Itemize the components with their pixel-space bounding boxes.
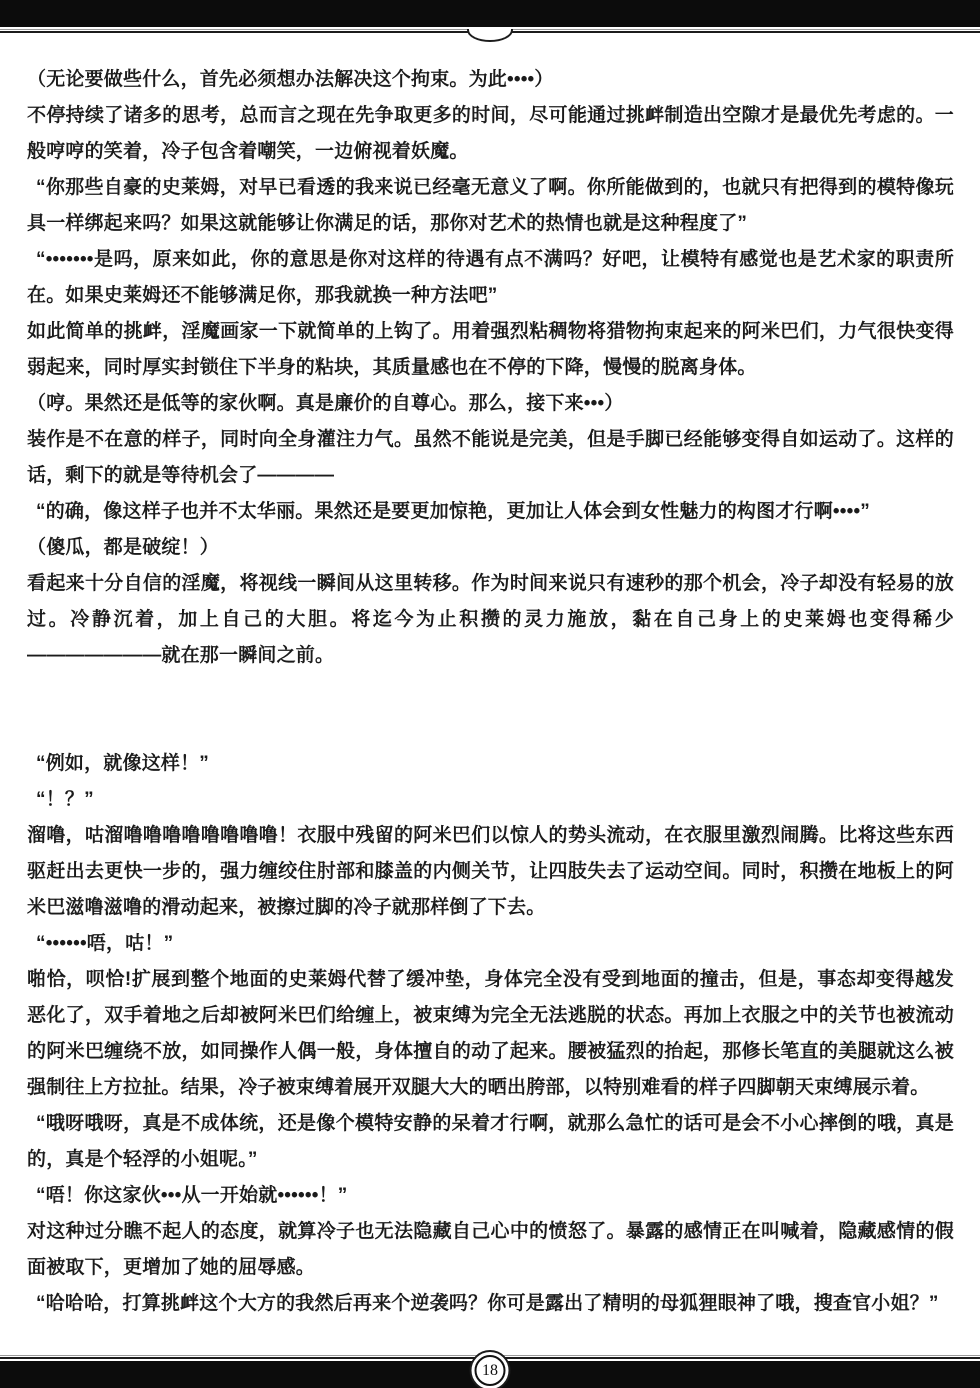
page-number-badge bbox=[475, 1355, 506, 1386]
paragraph-dialogue: “哈哈哈，打算挑衅这个大方的我然后再来个逆袭吗？你可是露出了精明的母狐狸眼神了哦，搜查官小姐？” bbox=[36, 1293, 939, 1314]
top-black-bar bbox=[0, 0, 980, 27]
paragraph-narration: 溜噜，咕溜噜噜噜噜噜噜噜噜！衣服中残留的阿米巴们以惊人的势头流动，在衣服里激烈闹腾。比将这些东西驱赶出去更快一步的，强力缠绞住肘部和膝盖的内侧关节，让四肢失去了运动空间。同时，积攒在地板上的阿米巴滋噜滋噜的滑动起来，被擦过脚的冷子就那样倒了下去。 bbox=[27, 825, 954, 918]
paragraph-dialogue: “哦呀哦呀，真是不成体统，还是像个模特安静的呆着才行啊，就那么急忙的话可是会不小心摔倒的哦，真是的，真是个轻浮的小姐呢。” bbox=[27, 1113, 954, 1170]
paragraph-thought: （无论要做些什么，首先必须想办法解决这个拘束。为此••••） bbox=[27, 69, 554, 90]
paragraph-dialogue: “••••••唔，咕！” bbox=[36, 933, 174, 954]
paragraph-narration: 对这种过分瞧不起人的态度，就算冷子也无法隐藏自己心中的愤怒了。暴露的感情正在叫喊着，隐藏感情的假面被取下，更增加了她的屈辱感。 bbox=[27, 1221, 954, 1278]
paragraph-dialogue: “•••••••是吗，原来如此，你的意思是你对这样的待遇有点不满吗？好吧，让模特有感觉也是艺术家的职责所在。如果史莱姆还不能够满足你，那我就换一种方法吧” bbox=[27, 249, 954, 306]
paragraph-spacer bbox=[27, 674, 954, 746]
paragraph-dialogue: “例如，就像这样！” bbox=[36, 753, 210, 774]
paragraph-narration: 看起来十分自信的淫魔，将视线一瞬间从这里转移。作为时间来说只有速秒的那个机会，冷子却没有轻易的放过。冷静沉着，加上自己的大胆。将迄今为止积攒的灵力施放，黏在自己身上的史莱姆也变得稀少———————就在那一瞬间之前。 bbox=[27, 573, 954, 666]
paragraph-narration: 不停持续了诸多的思考，总而言之现在先争取更多的时间，尽可能通过挑衅制造出空隙才是最优先考虑的。一般哼哼的笑着，冷子包含着嘲笑，一边俯视着妖魔。 bbox=[27, 105, 954, 162]
paragraph-dialogue: “你那些自豪的史莱姆，对早已看透的我来说已经毫无意义了啊。你所能做到的，也就只有把得到的模特像玩具一样绑起来吗？如果这就能够让你满足的话，那你对艺术的热情也就是这种程度了” bbox=[27, 177, 954, 234]
paragraph-dialogue: “！？” bbox=[36, 789, 94, 810]
paragraph-dialogue: “唔！你这家伙•••从一开始就••••••！” bbox=[36, 1185, 348, 1206]
paragraph-narration: 啪恰，呗恰!扩展到整个地面的史莱姆代替了缓冲垫，身体完全没有受到地面的撞击，但是，事态却变得越发恶化了，双手着地之后却被阿米巴们给缠上，被束缚为完全无法逃脱的状态。再加上衣服之中的关节也被流动的阿米巴缠绕不放，如同操作人偶一般，身体擅自的动了起来。腰被猛烈的抬起，那修长笔直的美腿就这么被强制往上方拉扯。结果，冷子被束缚着展开双腿大大的晒出胯部，以特别难看的样子四脚朝天束缚展示着。 bbox=[27, 969, 954, 1098]
page-number: 18 bbox=[482, 1361, 498, 1379]
paragraph-thought: （傻瓜，都是破绽！） bbox=[27, 537, 220, 558]
paragraph-dialogue: “的确，像这样子也并不太华丽。果然还是要更加惊艳，更加让人体会到女性魅力的构图才行啊••••” bbox=[36, 501, 871, 522]
story-text bbox=[0, 33, 980, 1322]
paragraph-narration: 装作是不在意的样子，同时向全身灌注力气。虽然不能说是完美，但是手脚已经能够变得自如运动了。这样的话，剩下的就是等待机会了———— bbox=[27, 429, 954, 486]
paragraph-narration: 如此简单的挑衅，淫魔画家一下就简单的上钩了。用着强烈粘稠物将猎物拘束起来的阿米巴们，力气很快变得弱起来，同时厚实封锁住下半身的粘块，其质量感也在不停的下降，慢慢的脱离身体。 bbox=[27, 321, 954, 378]
paragraph-thought: （哼。果然还是低等的家伙啊。真是廉价的自尊心。那么，接下来•••） bbox=[27, 393, 624, 414]
